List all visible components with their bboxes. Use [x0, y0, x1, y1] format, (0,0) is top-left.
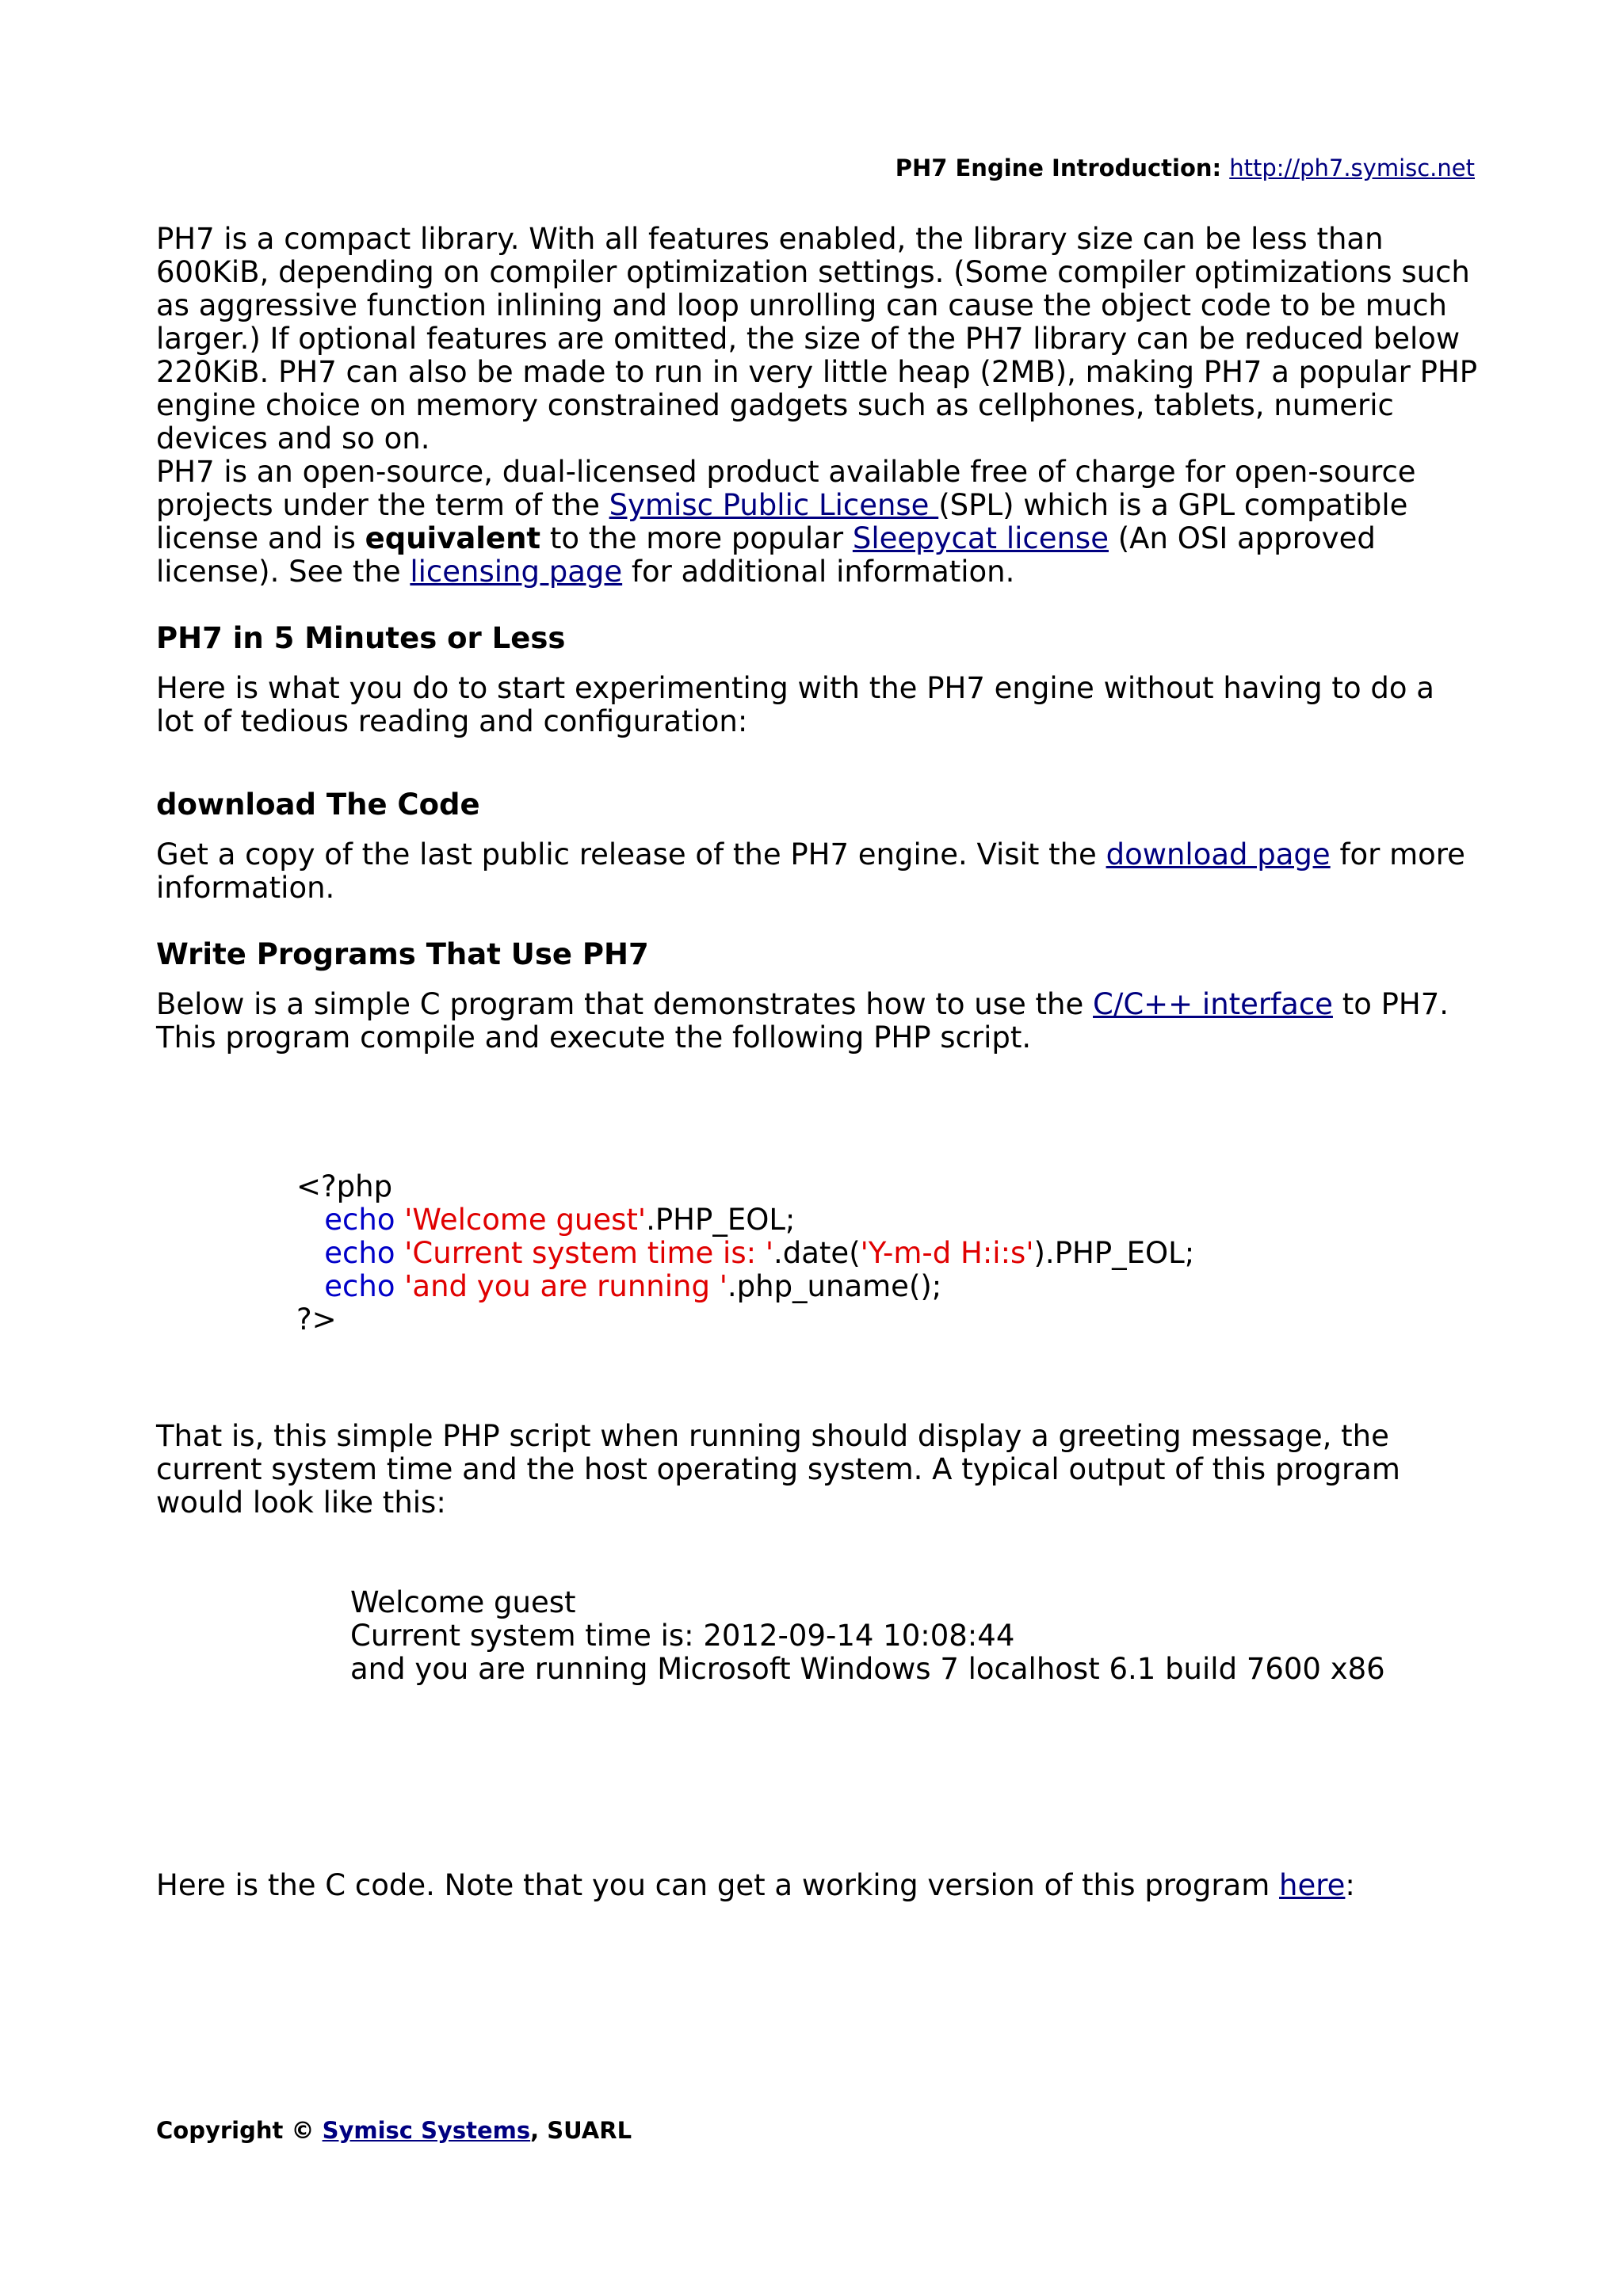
p2-text-b: (SPL) which is a GPL compatible license and is [156, 488, 1408, 555]
c-code-paragraph [156, 1869, 1480, 1902]
intro-paragraph-1 [156, 223, 1480, 456]
section2-paragraph [156, 838, 1480, 905]
c-code-text-a: Here is the C code. Note that you can get a working version of this program [156, 1868, 1280, 1902]
licensing-page-link[interactable]: licensing page [410, 555, 623, 589]
page-footer [156, 2117, 632, 2144]
c-code-suffix: : [1345, 1868, 1355, 1902]
sleepycat-license-link[interactable]: Sleepycat license [852, 521, 1109, 555]
code-line-1 [296, 1203, 1194, 1237]
intro-p2-text [156, 456, 1480, 589]
here-link[interactable]: here [1279, 1868, 1346, 1902]
code-rest: .php_uname(); [727, 1269, 942, 1303]
code-rest: ).PHP_EOL; [1033, 1236, 1195, 1270]
output-line-1: Welcome guest [350, 1585, 576, 1619]
section-heading-5-minutes: PH7 in 5 Minutes or Less [156, 621, 566, 655]
explanation-paragraph [156, 1420, 1480, 1520]
header-label: PH7 Engine Introduction: [895, 154, 1222, 181]
download-page-link[interactable]: download page [1106, 837, 1331, 871]
intro-p1-text: PH7 is a compact library. With all features enabled, the library size can be less than 600KiB, depending on compiler optimization settings. (Some compiler optimizations such as aggressive function inlining and loop unrolling can cause the object code to be much larger.) If optional features are omitted, the size of the PH7 library can be reduced below 220KiB. PH7 can also be made to run in very little heap (2MB), making PH7 a popular PHP engine choice on memory constrained gadgets such as cellphones, tablets, numeric devices and so on. [156, 222, 1478, 456]
intro-paragraph-2 [156, 456, 1480, 589]
section3-text-a: Below is a simple C program that demonstrates how to use the [156, 987, 1094, 1021]
p2-text-e: for additional information. [622, 555, 1015, 589]
footer-suffix: , SUARL [530, 2117, 632, 2144]
footer-prefix: Copyright © [156, 2117, 323, 2144]
section2-text [156, 838, 1480, 905]
section-heading-write-programs: Write Programs That Use PH7 [156, 937, 649, 971]
code-rest: .PHP_EOL; [646, 1203, 796, 1237]
php-code-block [296, 1170, 1194, 1337]
code-string: 'Current system time is: ' [404, 1236, 773, 1270]
code-line-3 [296, 1270, 1194, 1303]
program-output-block [350, 1586, 1385, 1686]
section1-paragraph [156, 672, 1480, 738]
section1-text: Here is what you do to start experimenting with the PH7 engine without having to do a lot of tedious reading and configuration: [156, 671, 1434, 738]
code-rest: .date( [773, 1236, 861, 1270]
section3-text-b: to PH7. This program compile and execute the following PHP script. [156, 987, 1449, 1055]
output-line-2: Current system time is: 2012-09-14 10:08:44 [350, 1619, 1015, 1653]
section-heading-download: download The Code [156, 788, 480, 822]
section2-text-a: Get a copy of the last public release of the PH7 engine. Visit the [156, 837, 1106, 871]
section3-paragraph [156, 988, 1480, 1055]
header-link[interactable]: http://ph7.symisc.net [1229, 154, 1475, 181]
code-string: 'and you are running ' [404, 1269, 727, 1303]
code-string: 'Y-m-d H:i:s' [860, 1236, 1034, 1270]
code-keyword: echo [324, 1269, 395, 1303]
code-line-2 [296, 1237, 1194, 1270]
p2-text-a: PH7 is an open-source, dual-licensed product available free of charge for open-source projects under the term of the [156, 455, 1416, 522]
output-line-3: and you are running Microsoft Windows 7 localhost 6.1 build 7600 x86 [350, 1652, 1385, 1686]
p2-bold-equivalent: equivalent [365, 521, 541, 555]
c-code-text [156, 1869, 1480, 1902]
p2-text-c: to the more popular [540, 521, 853, 555]
code-open-tag: <?php [296, 1169, 393, 1203]
symisc-systems-link[interactable]: Symisc Systems [322, 2117, 531, 2144]
section3-text [156, 988, 1480, 1055]
section2-text-b: for more information. [156, 837, 1465, 905]
c-cpp-interface-link[interactable]: C/C++ interface [1093, 987, 1333, 1021]
page-header [896, 154, 1475, 181]
explanation-text: That is, this simple PHP script when running should display a greeting message, the current system time and the host operating system. A typical output of this program would look like this: [156, 1419, 1400, 1520]
p2-text-d: (An OSI approved license). See the [156, 521, 1376, 589]
code-keyword: echo [324, 1236, 395, 1270]
code-string: 'Welcome guest' [404, 1203, 647, 1237]
code-close-tag: ?> [296, 1302, 337, 1337]
symisc-public-license-link[interactable]: Symisc Public License [609, 488, 939, 522]
code-keyword: echo [324, 1203, 395, 1237]
